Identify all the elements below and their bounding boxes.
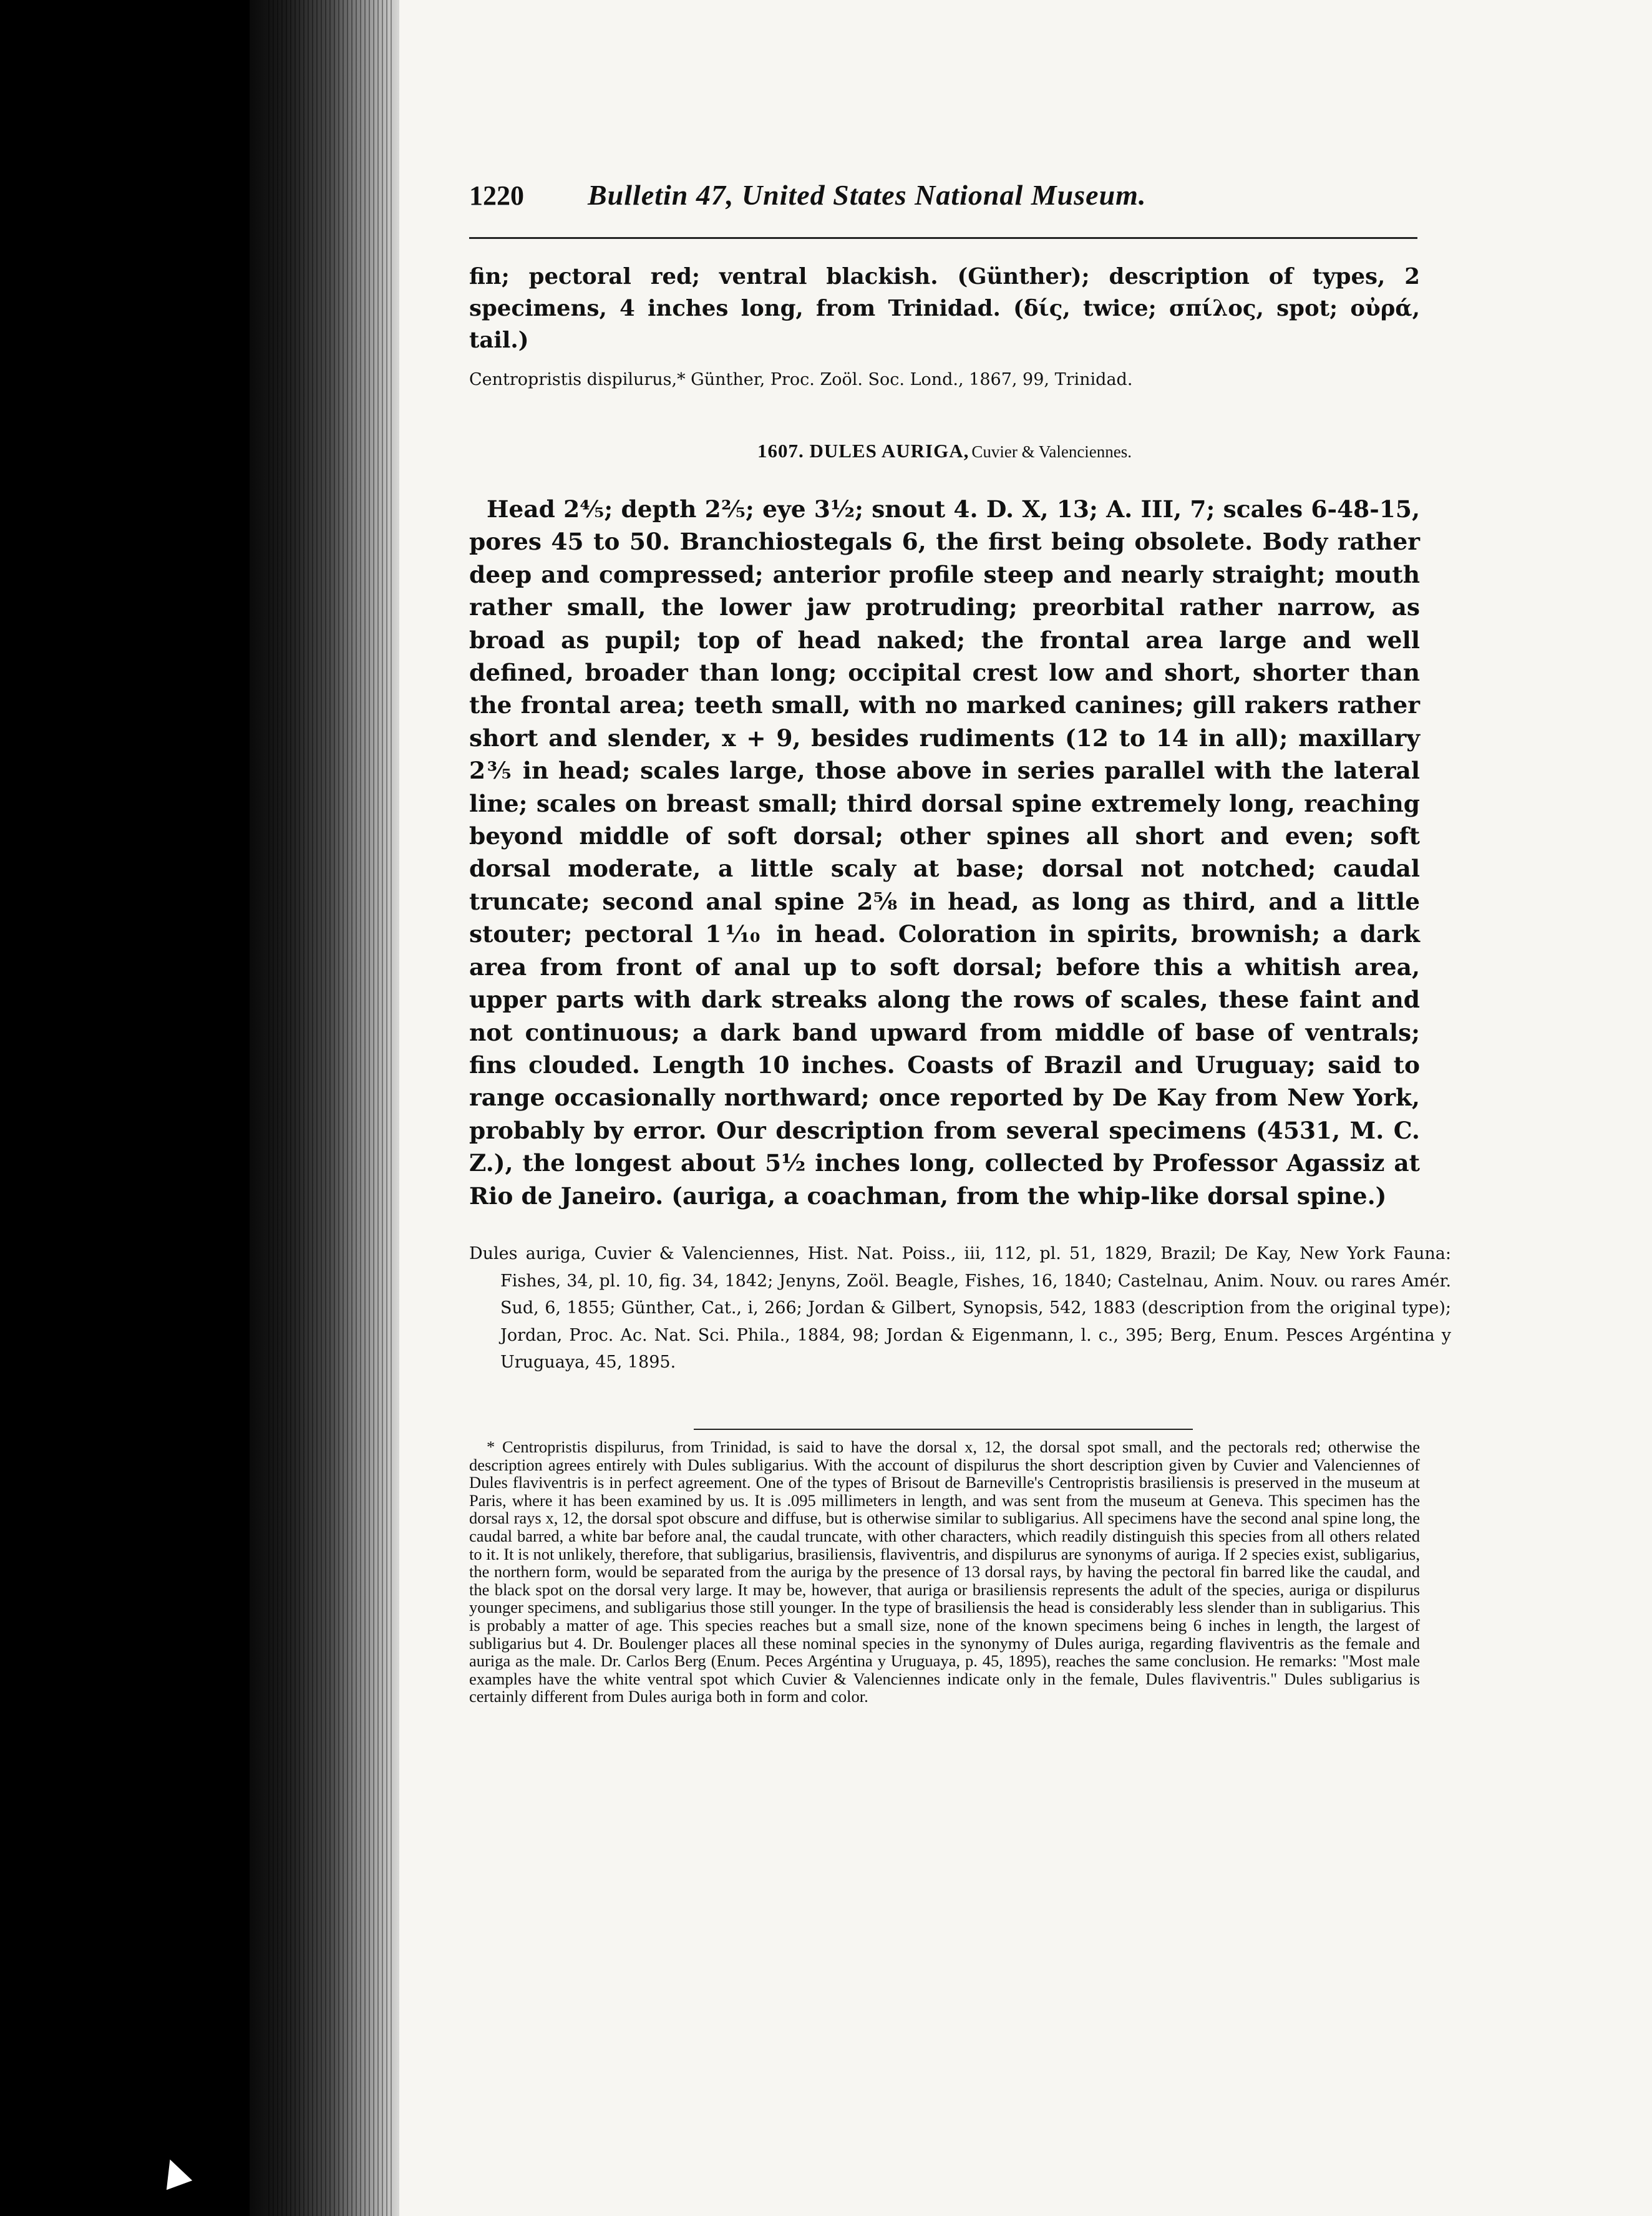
synonymy-dispilurus: Centropristis dispilurus,* Günther, Proc. Zoöl. Soc. Lond., 1867, 99, Trinidad. — [469, 370, 1133, 389]
running-header — [469, 178, 1420, 216]
footnote-paragraph: * Centropristis dispilurus, from Trinidad, is said to have the dorsal x, 12, the dorsal spot small, and the pectorals red; otherwise the description agrees entirely with Dules subligarius. With the account of dispilurus the short description given by Cuvier and Valenciennes of Dules flaviventris is in perfect agreement. One of the types of Brisout de Barneville's Centropristis brasiliensis is preserved in the museum at Paris, where it has been examined by us. It is .095 millimeters in length, and was sent from the museum at Geneva. This specimen has the dorsal rays x, 12, the dorsal spot obscure and diffuse, but is otherwise similar to subligarius. All specimens have the second anal spine long, the caudal barred, a white bar before anal, the caudal truncate, with other characters, which readily distinguish this species from all others related to it. It is not unlikely, therefore, that subligarius, brasiliensis, flaviventris, and dispilurus are synonyms of auriga. If 2 species exist, subligarius, the northern form, would be separated from the auriga by the presence of 13 dorsal rays, by having the pectoral fin barred like the caudal, and the black spot on the dorsal very large. It may be, however, that auriga or brasiliensis represents the adult of the species, auriga or dispilurus younger specimens, and subligarius those still younger. In the type of brasiliensis the head is considerably less slender than in subligarius. This is probably a matter of age. This species reaches but a small size, none of the known specimens being 6 inches in length, the largest of subligarius but 4. Dr. Boulenger places all these nominal species in the synonymy of Dules auriga, regarding flaviventris as the female and auriga as the male. Dr. Carlos Berg (Enum. Peces Argéntina y Uruguaya, p. 45, 1895), reaches the same conclusion. He remarks: "Most male examples have the white ventral spot which Cuvier & Valenciennes indicate only in the female, Dules flaviventris." Dules subligarius is certainly different from Dules auriga both in form and color. — [469, 1437, 1420, 1706]
page-number: 1220 — [469, 180, 524, 211]
scan-corner-mark — [157, 2155, 192, 2190]
species-description — [469, 493, 1420, 1212]
continued-fragment: fin; pectoral red; ventral blackish. (Günther); description of types, 2 specimens, 4 inches long, from Trinidad. (δίς, twice; σπίλος, spot; οὐρά, tail.) — [469, 264, 1420, 353]
synonymy-auriga: Dules auriga, Cuvier & Valenciennes, Hist. Nat. Poiss., iii, 112, pl. 51, 1829, Brazil; De Kay, New York Fauna: Fishes, 34, pl. 10, fig. 34, 1842; Jenyns, Zoöl. Beagle, Fishes, 16, 1840; Castelnau, Anim. Nouv. ou rares Amér. Sud, 6, 1855; Günther, Cat., i, 266; Jordan & Gilbert, Synopsis, 542, 1883 (description from the original type); Jordan, Proc. Ac. Nat. Sci. Phila., 1884, 98; Jordan & Eigenmann, l. c., 395; Berg, Enum. Pesces Argéntina y Uruguaya, 45, 1895. — [469, 1244, 1451, 1372]
species-heading — [469, 440, 1420, 462]
species-authority: Cuvier & Valenciennes. — [971, 442, 1132, 461]
species-number-name: 1607. DULES AURIGA, — [757, 440, 969, 462]
footnote — [469, 1438, 1420, 1706]
header-rule — [469, 237, 1417, 239]
description-paragraph: Head 2⅘; depth 2⅖; eye 3½; snout 4. D. X, 13; A. III, 7; scales 6-48-15, pores 45 to 50. Branchiostegals 6, the first being obsolete. Body rather deep and compressed; anterior profile steep and nearly straight; mouth rather small, the lower jaw protruding; preorbital rather narrow, as broad as pupil; top of head naked; the frontal area large and well defined, broader than long; occipital crest low and short, shorter than the frontal area; teeth small, with no marked canines; gill rakers rather short and slender, x + 9, besides rudiments (12 to 14 in all); maxillary 2⅗ in head; scales large, those above in series parallel with the lateral line; scales on breast small; third dorsal spine extremely long, reaching beyond middle of soft dorsal; other spines all short and even; soft dorsal moderate, a little scaly at base; dorsal not notched; caudal truncate; second anal spine 2⅝ in head, as long as third, and a little stouter; pectoral 1⅒ in head. Coloration in spirits, brownish; a dark area from front of anal up to soft dorsal; before this a whitish area, upper parts with dark streaks along the rows of scales, these faint and not continuous; a dark band upward from middle of base of ventrals; fins clouded. Length 10 inches. Coasts of Brazil and Uruguay; said to range occasionally northward; once reported by De Kay from New York, probably by error. Our description from several specimens (4531, M. C. Z.), the longest about 5½ inches long, collected by Professor Agassiz at Rio de Janeiro. (auriga, a coachman, from the whip-like dorsal spine.) — [469, 495, 1420, 1210]
running-title: Bulletin 47, United States National Museum. — [588, 179, 1147, 211]
page-edges — [268, 0, 393, 2216]
footnote-rule — [694, 1429, 1193, 1430]
